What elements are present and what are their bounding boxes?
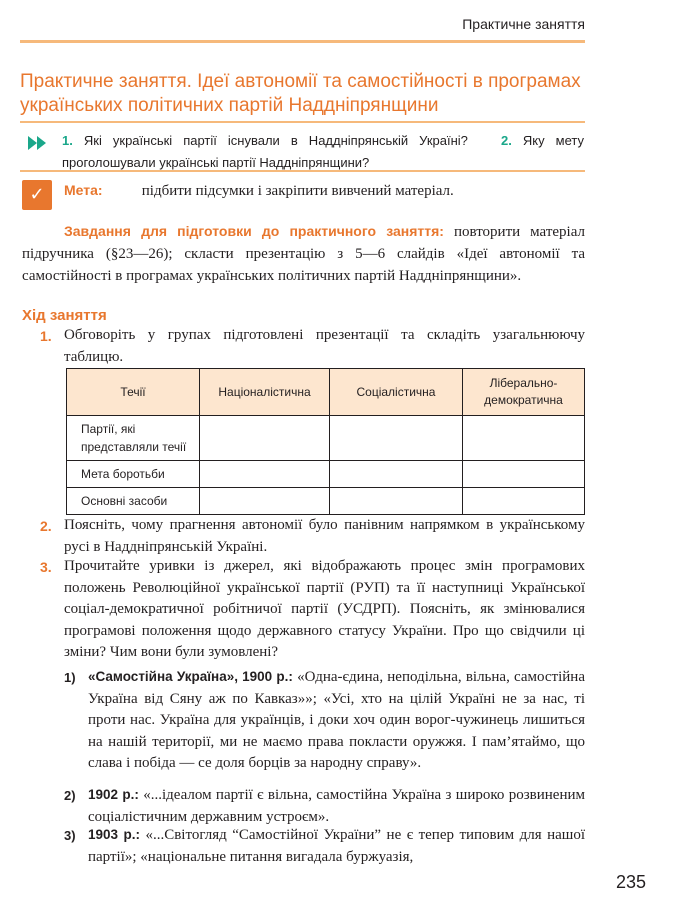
table-header: Націоналістична (200, 369, 330, 416)
table-cell (330, 488, 463, 515)
source-label: 1902 р.: (88, 787, 139, 802)
source-text: «...Світогляд “Самостійної України” не є тепер типовим для нашої партії»; «національне питання вигадала буржуазія, (88, 827, 586, 865)
goal-text: підбити підсумки і закріпити вивчений матеріал. (141, 183, 454, 199)
questions-rule (20, 170, 585, 172)
summary-table (66, 368, 585, 515)
checkmark-icon: ✓ (22, 180, 52, 210)
source-quote (88, 666, 585, 775)
table-cell (463, 461, 585, 488)
table-cell (200, 416, 330, 461)
source-quote (88, 824, 585, 868)
double-arrow-icon (28, 136, 48, 155)
running-header: Практичне заняття (462, 16, 585, 32)
table-cell (330, 461, 463, 488)
table-cell (330, 416, 463, 461)
source-number: 1) (64, 670, 76, 685)
source-quote (88, 784, 585, 828)
question-number: 2. (501, 133, 512, 148)
table-header: Течії (67, 369, 200, 416)
task-label: Завдання для підготовки до практичного заняття: (64, 223, 444, 239)
task-text: повторити матеріал підручника (§23—26); скласти презентацію з 5—6 слайдів «Ідеї автономії та самостійності в програмах українських політичних партій Наддніпрянщини». (22, 224, 585, 284)
table-row-header: Мета боротьби (67, 461, 200, 488)
item-number: 3. (40, 559, 52, 575)
table-row-header: Основні засоби (67, 488, 200, 515)
goal (64, 182, 454, 200)
question-text: Які українські партії існували в Наддніпрянській Україні? (83, 133, 468, 148)
lesson-title: Практичне заняття. Ідеї автономії та самостійності в програмах українських політичних партій Наддніпрянщини (20, 71, 581, 116)
source-text: «...ідеалом партії є вільна, самостійна Україна з широко розвиненим соціалістичним державним устроєм». (88, 787, 585, 825)
header-rule (20, 40, 585, 43)
source-text: «Одна-єдина, неподільна, вільна, самостійна Україна від Сяну аж по Кавказ»»; «Усі, хто на цілій Україні не за нас, ті проти нас. Україна для українців, і доки хоч один ворог-чужинець лишиться на нашій території, ми не маємо права покласти оружжя. І пам’ятаймо, що слава і побіда — се доля борців за народну справу». (88, 669, 585, 771)
table-cell (463, 416, 585, 461)
page-number: 235 (616, 872, 647, 892)
table-cell (200, 461, 330, 488)
source-label: «Самостійна Україна», 1900 р.: (88, 669, 293, 684)
item-text: Обговоріть у групах підготовлені презентації та складіть узагальнюючу таблицю. (64, 327, 585, 365)
item-text: Прочитайте уривки із джерел, які відображають процес змін програмових положень Революційної української партії (РУП) та її наступниці Української соціал-демократичної робітничої партії (УСДРП). Поясніть, як змінювалися програмові положення щодо державного статусу України. Про що свідчили ці зміни? Чим вони були зумовлені? (64, 558, 585, 660)
question-text: Яку мету проголошували українські партії Наддніпрянщини? (62, 133, 584, 170)
source-label: 1903 р.: (88, 827, 140, 842)
source-number: 2) (64, 788, 76, 803)
item-text: Поясніть, чому прагнення автономії було панівним напрямком в українському русі в Наддніпрянській Україні. (64, 517, 585, 555)
table-header: Ліберально-демократична (463, 369, 585, 416)
goal-label: Мета: (64, 182, 103, 198)
table-row (67, 461, 585, 488)
preparation-task (22, 220, 585, 287)
table-header: Соціалістична (330, 369, 463, 416)
table-row (67, 416, 585, 461)
item-number: 2. (40, 518, 52, 534)
table-row-header: Партії, які представляли течії (67, 416, 200, 461)
section-title: Хід заняття (22, 307, 107, 324)
title-rule (20, 121, 585, 123)
item-number: 1. (40, 328, 52, 344)
table-row (67, 488, 585, 515)
table-header-row (67, 369, 585, 416)
source-number: 3) (64, 828, 76, 843)
table-cell (200, 488, 330, 515)
review-questions (62, 130, 584, 174)
table-cell (463, 488, 585, 515)
question-number: 1. (62, 133, 73, 148)
